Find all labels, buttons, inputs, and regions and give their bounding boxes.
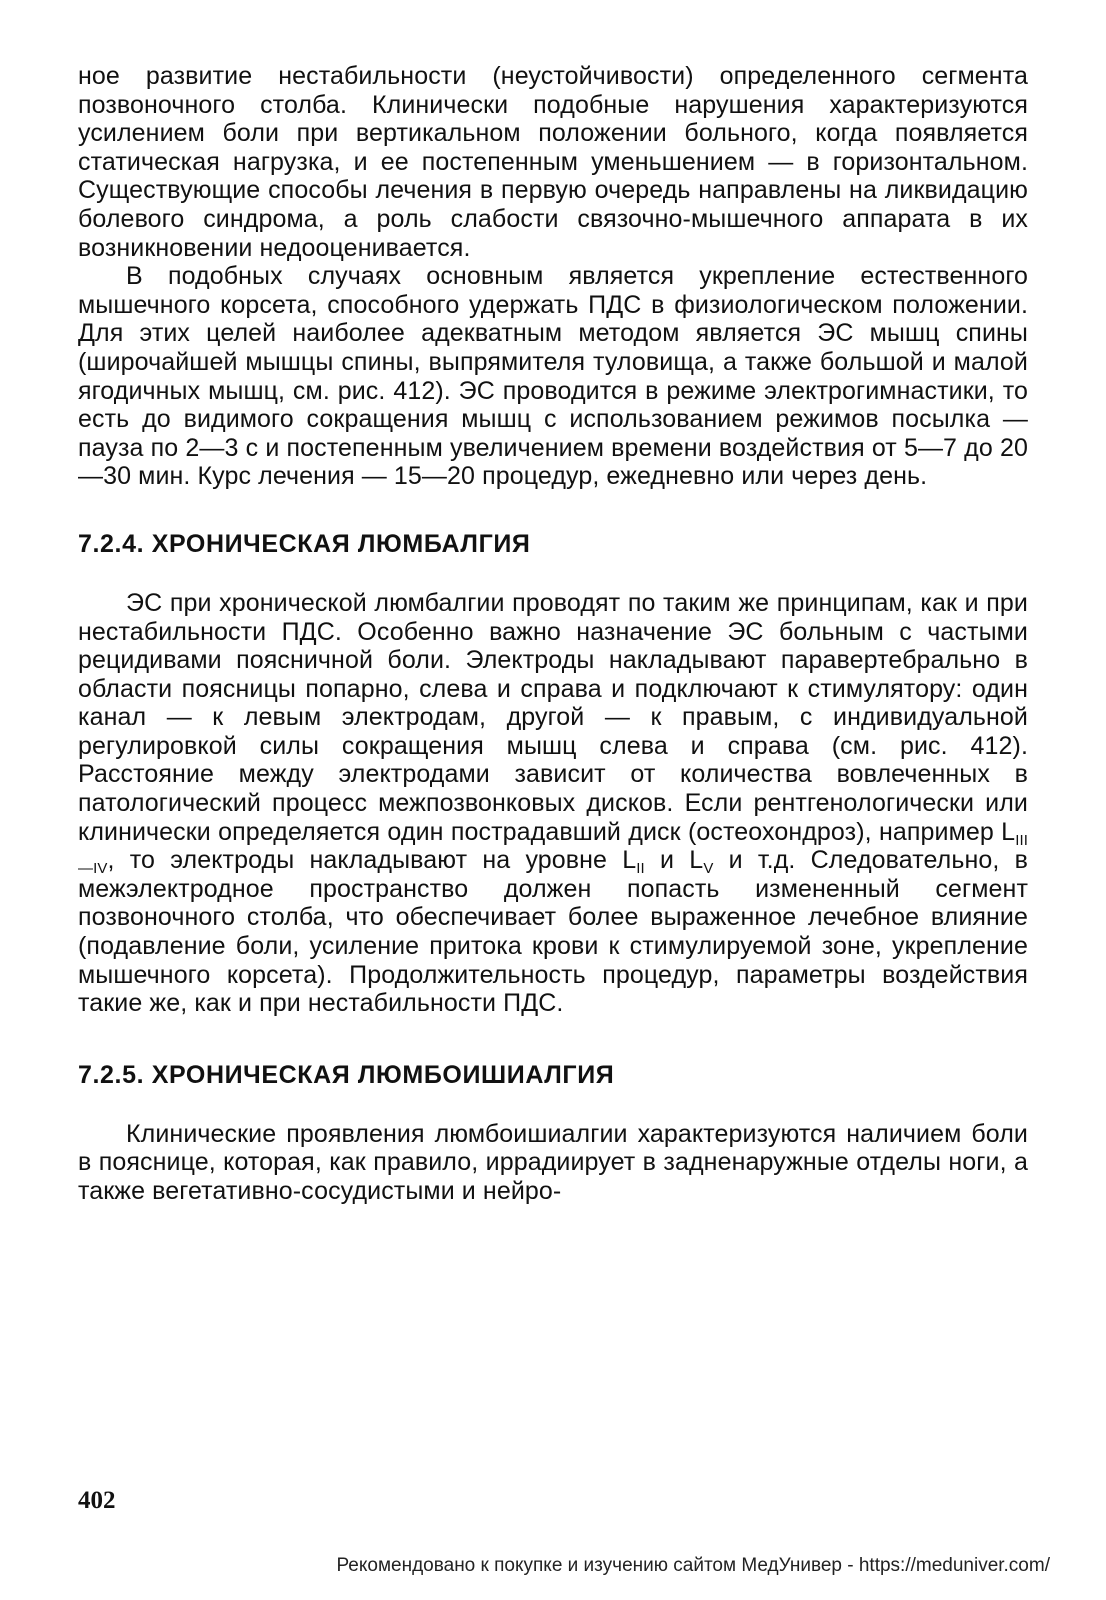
footer-watermark: [0, 1555, 1050, 1577]
vertebra-subscript: V: [703, 860, 714, 878]
footer-text: Рекомендовано к покупке и изучению сайтом МедУнивер -: [336, 1555, 859, 1576]
paragraph-text: и т.д. Следовательно, в межэлектродное пространство должен попасть измененный сегмент позвоночного столба, что обеспечивает более выраженное лечебное влияние (подавление боли, усиление притока крови к стимулируемой зоне, укрепление мышечного корсета). Продолжительность процедур, параметры воздействия такие же, как и при нестабильности ПДС.: [78, 846, 1028, 1018]
page-number: 402: [78, 1487, 116, 1514]
paragraph-lumboischialgia: Клинические проявления люмбоишиалгии характеризуются наличием боли в пояснице, которая, как правило, иррадиирует в задненаружные отделы ноги, а также вегетативно-сосудистыми и нейро-: [78, 1119, 1028, 1205]
footer-link[interactable]: https://meduniver.com/: [858, 1555, 1050, 1576]
vertebra-subscript: III—IV: [78, 831, 1028, 878]
paragraph-instability-continuation: ное развитие нестабильности (неустойчивости) определенного сегмента позвоночного столба. Клинически подобные нарушения характеризуются усилением боли при вертикальном положении больного, когда появляется статическая нагрузка, и ее постепенным уменьшением — в горизонтальном. Существующие способы лечения в первую очередь направлены на ликвидацию болевого синдрома, а роль слабости связочно-мышечного аппарата в их возникновении недооценивается.: [78, 62, 1028, 262]
paragraph-muscle-corset: В подобных случаях основным является укрепление естественного мышечного корсета, способного удержать ПДС в физиологическом положении. Для этих целей наиболее адекватным методом является ЭС мышц спины (широчайшей мышцы спины, выпрямителя туловища, а также большой и малой ягодичных мышц, см. рис. 412). ЭС проводится в режиме электрогимнастики, то есть до видимого сокращения мышц с использованием режимов посылка — пауза по 2—3 с и постепенным увеличением времени воздействия от 5—7 до 20—30 мин. Курс лечения — 15—20 процедур, ежедневно или через день.: [78, 262, 1028, 491]
section-heading-chronic-lumboischialgia: 7.2.5. ХРОНИЧЕСКАЯ ЛЮМБОИШИАЛГИЯ: [78, 1060, 615, 1089]
paragraph-text: и L: [644, 846, 704, 875]
section-heading-chronic-lumbalgia: 7.2.4. ХРОНИЧЕСКАЯ ЛЮМБАЛГИЯ: [78, 529, 531, 558]
page-body: [78, 62, 1028, 1206]
paragraph-chronic-lumbalgia: [78, 589, 1028, 1018]
paragraph-text: , то электроды накладывают на уровне L: [107, 846, 637, 875]
vertebra-subscript: II: [636, 860, 645, 878]
paragraph-text: ЭС при хронической люмбалгии проводят по таким же принципам, как и при нестабильности ПДС. Особенно важно назначение ЭС больным с частыми рецидивами поясничной боли. Электроды накладывают паравертебрально в области поясницы попарно, слева и справа и подключают к стимулятору: один канал — к левым электродам, другой — к правым, с индивидуальной регулировкой силы сокращения мышц слева и справа (см. рис. 412). Расстояние между электродами зависит от количества вовлеченных в патологический процесс межпозвонковых дисков. Если рентгенологически или клинически определяется один пострадавший диск (остеохондроз), например L: [78, 588, 1028, 846]
